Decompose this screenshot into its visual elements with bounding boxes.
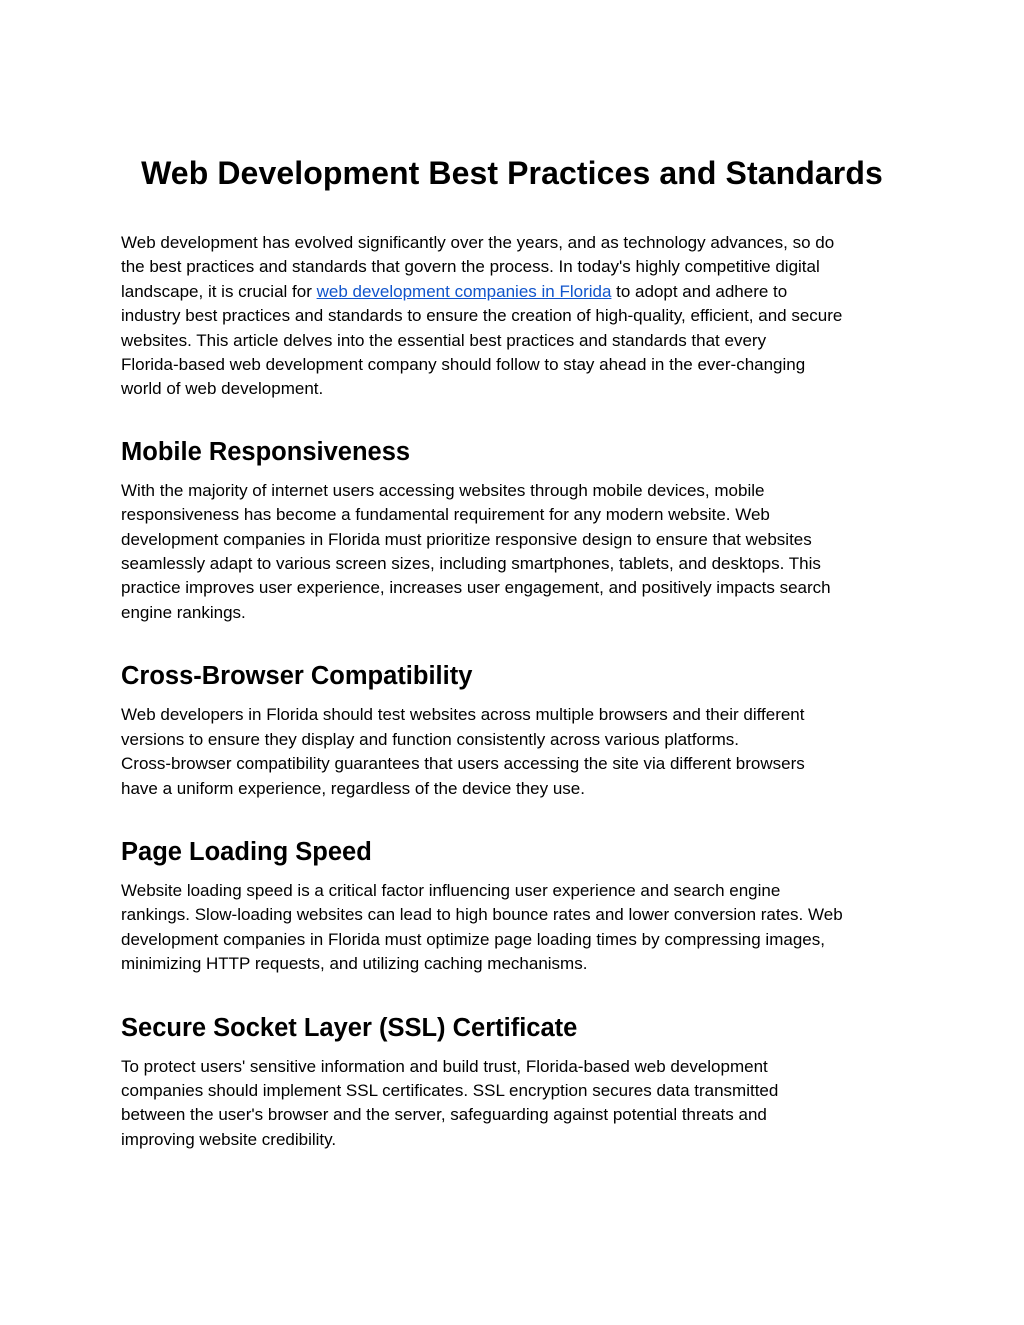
intro-text-before-link: Web development has evolved significantly over the years, and as technology advances, so do the best practices and standards that govern the process. In today's highly competitive digital landscape, it is crucial for xyxy=(121,233,835,301)
section-heading: Page Loading Speed xyxy=(121,837,372,866)
section-cross-browser-compatibility xyxy=(121,660,911,801)
section-paragraph: Web developers in Florida should test websites across multiple browsers and their different versions to ensure they display and function consistently across various platforms. Cross-browser compatibility guarantees that users accessing the site via different browsers have a uniform experience, regardless of the device they use. xyxy=(121,705,805,798)
document-title: Web Development Best Practices and Standards xyxy=(141,155,883,191)
section-heading: Mobile Responsiveness xyxy=(121,437,411,466)
section-paragraph: To protect users' sensitive information and build trust, Florida-based web development companies should implement SSL certificates. SSL encryption secures data transmitted between the user's browser and the server, safeguarding against potential threats and improving website credibility. xyxy=(121,1056,779,1149)
document-body xyxy=(121,231,911,1187)
section-mobile-responsiveness xyxy=(121,436,911,625)
section-heading: Cross-Browser Compatibility xyxy=(121,662,473,691)
section-paragraph: With the majority of internet users accessing websites through mobile devices, mobile responsiveness has become a fundamental requirement for any modern website. Web development companies in Florida must prioritize responsive design to ensure that websites seamlessly adapt to various screen sizes, including smartphones, tablets, and desktops. This practice improves user experience, increases user engagement, and positively impacts search engine rankings. xyxy=(121,480,831,622)
intro-paragraph xyxy=(121,231,911,402)
florida-web-development-link[interactable]: web development companies in Florida xyxy=(316,281,612,301)
section-page-loading-speed xyxy=(121,836,911,977)
intro-text-after-link: to adopt and adhere to industry best practices and standards to ensure the creation of high-quality, efficient, and secure websites. This article delves into the essential best practices and standards that every Florida-based web development company should follow to stay ahead in the ever-changing world of web development. xyxy=(121,281,843,399)
section-heading: Secure Socket Layer (SSL) Certificate xyxy=(121,1013,578,1042)
section-paragraph: Website loading speed is a critical factor influencing user experience and search engine rankings. Slow-loading websites can lead to high bounce rates and lower conversion rates. Web development companies in Florida must optimize page loading times by compressing images, minimizing HTTP requests, and utilizing caching mechanisms. xyxy=(121,880,843,974)
section-ssl-certificate xyxy=(121,1012,911,1153)
